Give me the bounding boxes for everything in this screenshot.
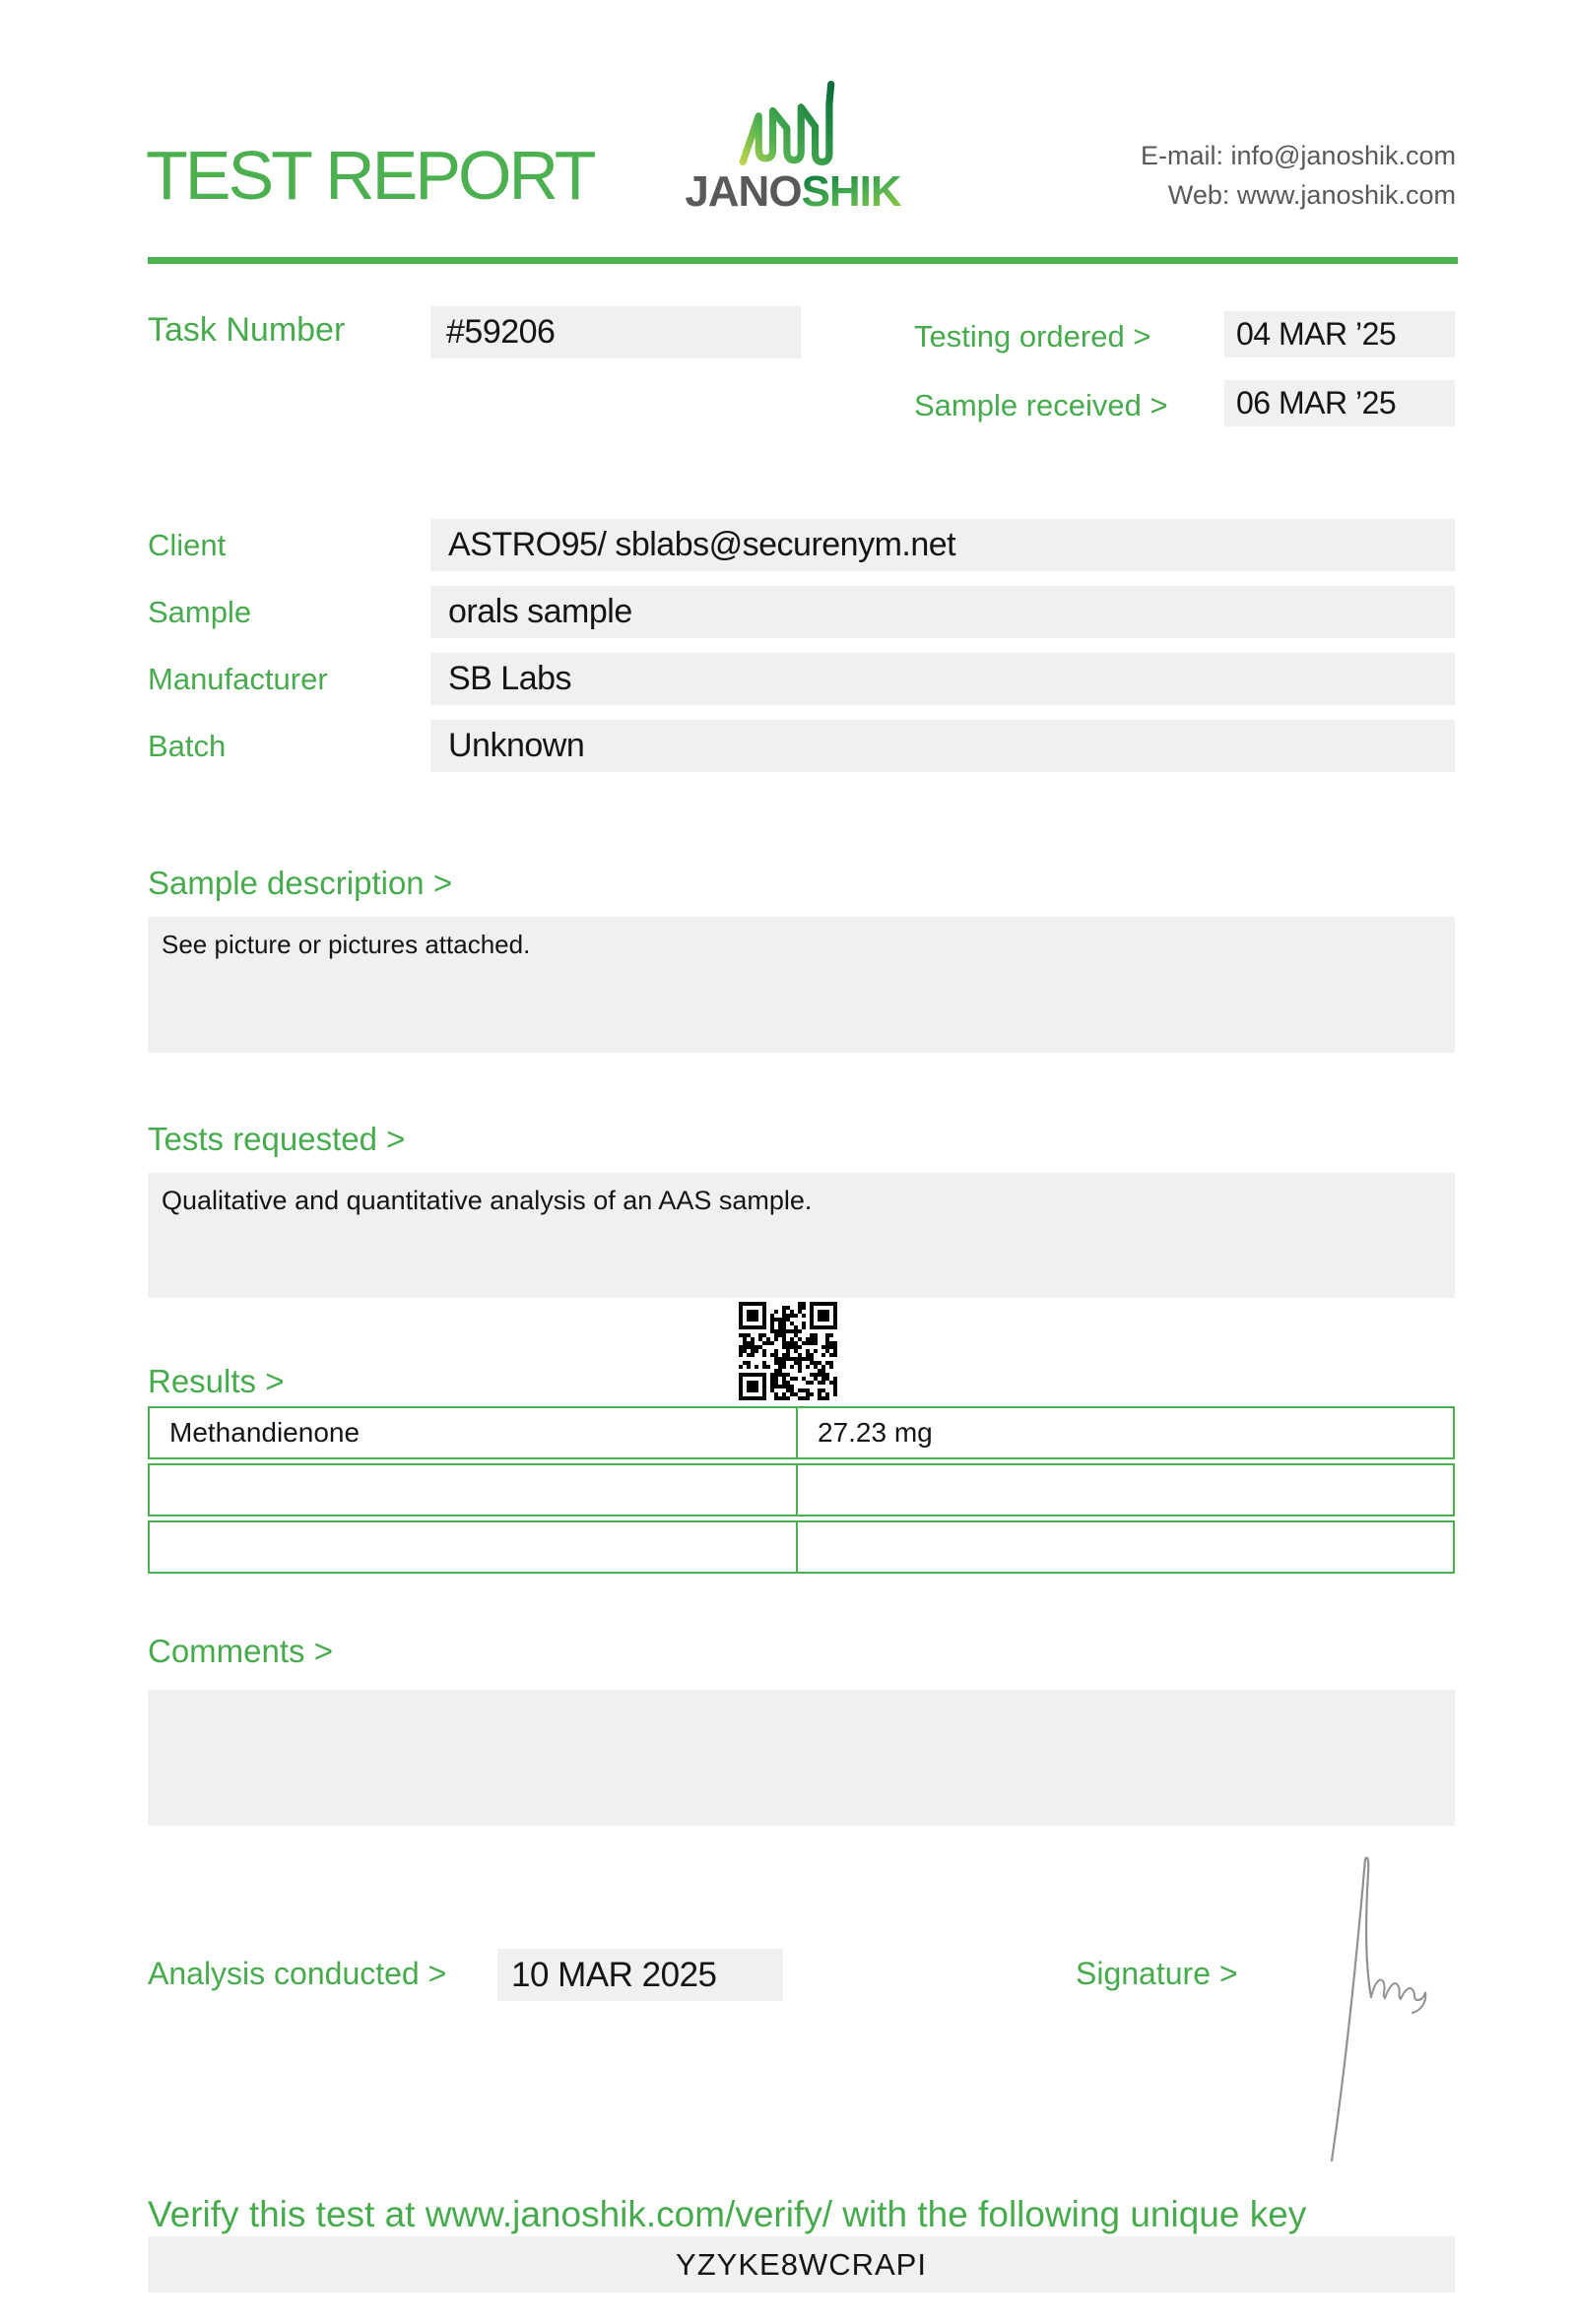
client-value <box>430 519 1455 571</box>
task-number-text: #59206 <box>446 313 556 351</box>
results-heading: Results > <box>148 1363 285 1399</box>
contact-block <box>1141 136 1456 215</box>
task-number-value <box>430 306 801 358</box>
sample-description-text: See picture or pictures attached. <box>162 930 531 959</box>
contact-email: E-mail: info@janoshik.com <box>1140 141 1456 170</box>
verify-instruction: Verify this test at www.janoshik.com/verify/ with the following unique key <box>148 2194 1307 2234</box>
sample-description-box <box>148 917 1455 1053</box>
client-text: ASTRO95/ sblabs@securenym.net <box>448 526 956 563</box>
verify-key-box <box>148 2236 1455 2292</box>
manufacturer-text: SB Labs <box>448 660 572 697</box>
sample-text: orals sample <box>448 593 632 630</box>
sample-received-value <box>1224 380 1455 426</box>
manufacturer-label: Manufacturer <box>148 662 328 696</box>
qr-code <box>739 1302 837 1400</box>
analysis-conducted-label: Analysis conducted > <box>148 1956 447 1991</box>
analysis-date: 10 MAR 2025 <box>511 1955 717 1994</box>
results-row <box>148 1463 1455 1517</box>
sample-received-date: 06 MAR ’25 <box>1236 385 1397 420</box>
tests-requested-text: Qualitative and quantitative analysis of an AAS sample. <box>162 1186 813 1215</box>
comments-heading: Comments > <box>148 1633 333 1669</box>
batch-label: Batch <box>148 729 227 763</box>
wordmark-shik: SHIK <box>801 167 901 216</box>
tests-requested-heading: Tests requested > <box>148 1121 406 1157</box>
result-substance-cell <box>148 1463 798 1517</box>
comments-box <box>148 1690 1455 1826</box>
testing-ordered-value <box>1224 311 1455 357</box>
result-amount-cell <box>798 1463 1455 1517</box>
verify-key: YZYKE8WCRAPI <box>676 2246 927 2282</box>
results-row <box>148 1406 1455 1459</box>
result-amount-cell <box>798 1520 1455 1574</box>
contact-web: Web: www.janoshik.com <box>1167 180 1456 210</box>
batch-value <box>430 720 1455 772</box>
testing-ordered-label: Testing ordered > <box>914 319 1151 354</box>
result-substance: Methandienone <box>169 1417 361 1448</box>
results-row <box>148 1520 1455 1574</box>
sample-label: Sample <box>148 595 252 629</box>
result-amount: 27.23 mg <box>818 1417 933 1448</box>
result-amount-cell <box>798 1406 1455 1459</box>
batch-text: Unknown <box>448 727 585 764</box>
sample-value <box>430 586 1455 638</box>
janoshik-wordmark <box>683 167 903 217</box>
signature-label: Signature > <box>1076 1956 1238 1991</box>
analysis-conducted-value <box>497 1949 783 2001</box>
task-number-label: Task Number <box>148 311 346 349</box>
sample-received-label: Sample received > <box>914 388 1168 422</box>
signature <box>1302 1847 1440 2172</box>
result-substance-cell <box>148 1406 798 1459</box>
wordmark-jano: JANO <box>685 167 802 216</box>
testing-ordered-date: 04 MAR ’25 <box>1236 316 1397 352</box>
tests-requested-box <box>148 1173 1455 1298</box>
client-label: Client <box>148 528 227 562</box>
manufacturer-value <box>430 653 1455 705</box>
page-title: TEST REPORT <box>146 137 594 214</box>
sample-description-heading: Sample description > <box>148 865 453 901</box>
result-substance-cell <box>148 1520 798 1574</box>
janoshik-logo-chart-icon <box>737 81 835 165</box>
results-table <box>148 1406 1455 1578</box>
header-divider <box>148 257 1458 264</box>
